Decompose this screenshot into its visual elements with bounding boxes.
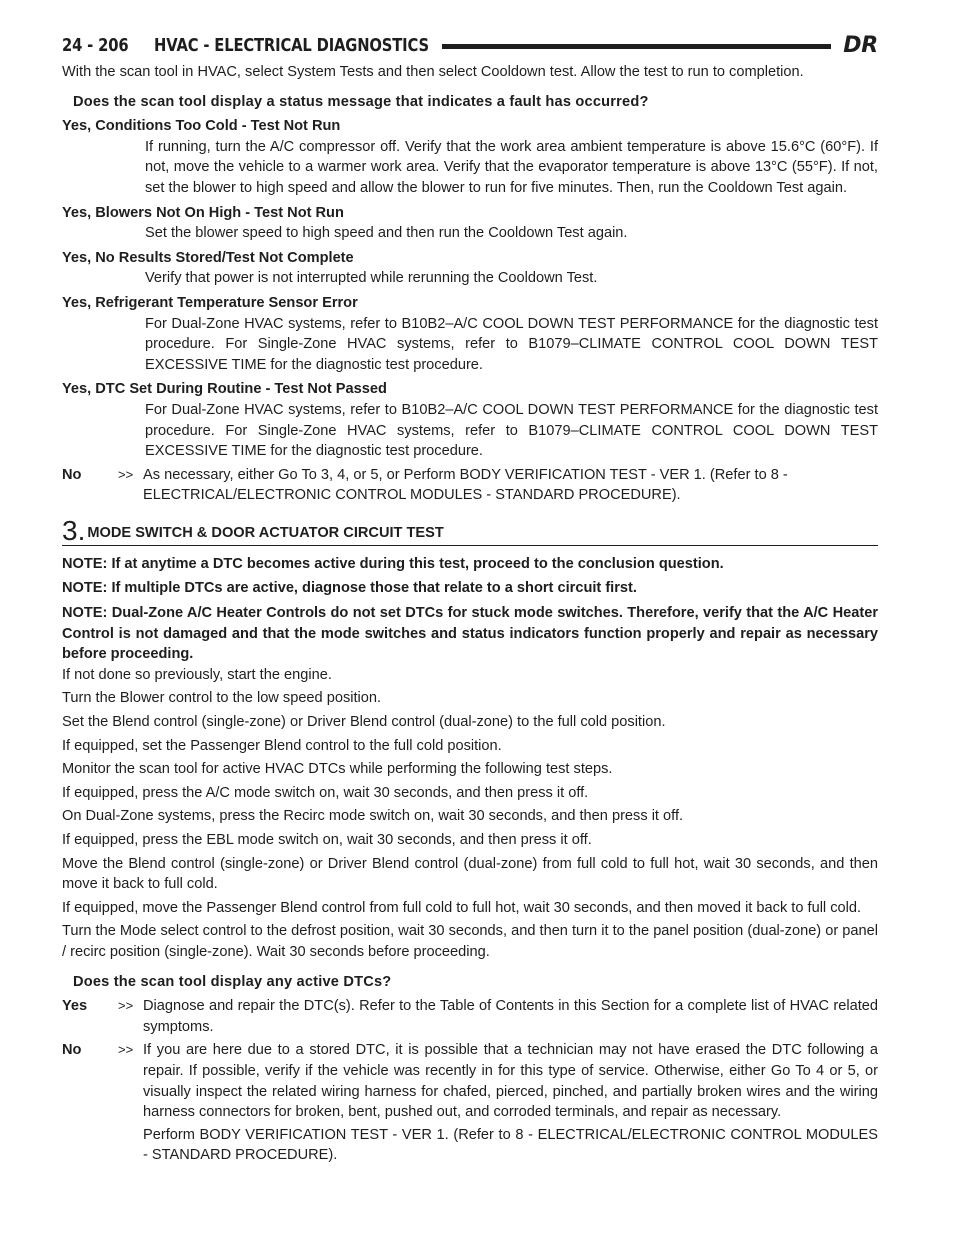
answer-block-1 bbox=[62, 116, 878, 198]
answer-label: Yes, Refrigerant Temperature Sensor Error bbox=[62, 294, 358, 311]
note-3: NOTE: Dual-Zone A/C Heater Controls do not set DTCs for stuck mode switches. Therefore, verify that the A/C Heater Control is not damaged and that the mode switches and status indicators function properly and repair as necessary before proceeding. bbox=[62, 605, 878, 663]
step-title: MODE SWITCH & DOOR ACTUATOR CIRCUIT TEST bbox=[87, 525, 444, 542]
answer-no-2 bbox=[62, 1040, 878, 1166]
answer-label: Yes bbox=[62, 998, 88, 1015]
arrow-glyph: >> bbox=[118, 466, 134, 482]
procedure-step: If equipped, move the Passenger Blend control from full cold to full hot, wait 30 seconds, and then moved it back to full cold. bbox=[62, 899, 862, 916]
answer-label: Yes, No Results Stored/Test Not Complete bbox=[62, 249, 354, 266]
question-fault-status: Does the scan tool display a status message that indicates a fault has occurred? bbox=[73, 93, 649, 110]
answer-text: If you are here due to a stored DTC, it is possible that a technician may not have erased the DTC following a repair. If possible, verify if the vehicle was recently in for this type of service. Otherwise, either Go To 4 or 5, or visually inspect the related wiring harness for chafed, pierced, pinched, and partially broken wires and the wiring harness connectors for broken, bent, pushed out, and corroded terminals, and repair as necessary. bbox=[143, 1042, 878, 1121]
answer-block-4 bbox=[62, 293, 878, 375]
step-number: 3. bbox=[62, 514, 86, 546]
answer-label: Yes, Conditions Too Cold - Test Not Run bbox=[62, 118, 341, 135]
procedure-step: On Dual-Zone systems, press the Recirc mode switch on, wait 30 seconds, and then press it off. bbox=[62, 808, 684, 825]
procedure-step: Turn the Mode select control to the defrost position, wait 30 seconds, and then turn it to the panel position (dual-zone) or panel / recirc position (single-zone). Wait 30 seconds before proceeding. bbox=[62, 923, 878, 960]
procedure-step: Turn the Blower control to the low speed position. bbox=[62, 690, 382, 707]
answer-block-5 bbox=[62, 379, 878, 461]
answer-text: Diagnose and repair the DTC(s). Refer to the Table of Contents in this Section for a complete list of HVAC related symptoms. bbox=[143, 998, 878, 1035]
page-number: 24 - 206 bbox=[62, 34, 129, 56]
procedure-step: If not done so previously, start the engine. bbox=[62, 666, 332, 683]
question-active-dtcs: Does the scan tool display any active DTCs? bbox=[73, 973, 392, 990]
header-rule bbox=[442, 44, 831, 49]
arrow-glyph: >> bbox=[118, 1042, 134, 1058]
arrow-glyph: >> bbox=[118, 998, 134, 1014]
manual-page bbox=[62, 33, 878, 1166]
answer-label: No bbox=[62, 466, 82, 483]
answer-text: As necessary, either Go To 3, 4, or 5, or Perform BODY VERIFICATION TEST - VER 1. (Refer to 8 - ELECTRICAL/ELECTRONIC CONTROL MODULES - STANDARD PROCEDURE). bbox=[143, 466, 788, 504]
procedure-step: Monitor the scan tool for active HVAC DTCs while performing the following test steps. bbox=[62, 761, 613, 778]
procedure-step: Set the Blend control (single-zone) or Driver Blend control (dual-zone) to the full cold position. bbox=[62, 714, 666, 731]
answer-label: Yes, DTC Set During Routine - Test Not Passed bbox=[62, 381, 387, 398]
answer-block-2 bbox=[62, 203, 878, 244]
answer-text: Perform BODY VERIFICATION TEST - VER 1. (Refer to 8 - ELECTRICAL/ELECTRONIC CONTROL MODULES - STANDARD PROCEDURE). bbox=[143, 1126, 878, 1164]
note-2: NOTE: If multiple DTCs are active, diagnose those that relate to a short circuit first. bbox=[62, 580, 637, 597]
step-heading bbox=[62, 514, 878, 546]
answer-text: If running, turn the A/C compressor off. Verify that the work area ambient temperature is above 15.6°C (60°F). If not, move the vehicle to a warmer work area. Verify that the evaporator temperature is above 13°C (55°F). If not, set the blower to high speed and allow the blower to run for five minutes. Then, run the Cooldown Test again. bbox=[145, 138, 878, 196]
procedure-step: Move the Blend control (single-zone) or Driver Blend control (dual-zone) from full cold to full hot, wait 30 seconds, and then move it back to full cold. bbox=[62, 855, 878, 893]
answer-text: For Dual-Zone HVAC systems, refer to B10B2–A/C COOL DOWN TEST PERFORMANCE for the diagnostic test procedure. For Single-Zone HVAC systems, refer to B1079–CLIMATE CONTROL COOL DOWN TEST EXCESSIVE TIME for the diagnostic test procedure. bbox=[145, 401, 878, 460]
answer-no-1 bbox=[62, 465, 878, 506]
answer-label: Yes, Blowers Not On High - Test Not Run bbox=[62, 204, 344, 221]
answer-block-3 bbox=[62, 248, 878, 289]
section-title: HVAC - ELECTRICAL DIAGNOSTICS bbox=[154, 34, 429, 56]
answer-yes-2 bbox=[62, 996, 878, 1037]
procedure-step: If equipped, set the Passenger Blend control to the full cold position. bbox=[62, 737, 502, 754]
answer-text: Set the blower speed to high speed and then run the Cooldown Test again. bbox=[145, 225, 628, 242]
procedure-step: If equipped, press the EBL mode switch on, wait 30 seconds, and then press it off. bbox=[62, 832, 592, 848]
page-header bbox=[62, 33, 878, 59]
note-1: NOTE: If at anytime a DTC becomes active during this test, proceed to the conclusion question. bbox=[62, 555, 724, 572]
model-code: DR bbox=[843, 32, 878, 58]
answer-label: No bbox=[62, 1042, 82, 1059]
answer-text: For Dual-Zone HVAC systems, refer to B10B2–A/C COOL DOWN TEST PERFORMANCE for the diagnostic test procedure. For Single-Zone HVAC systems, refer to B1079–CLIMATE CONTROL COOL DOWN TEST EXCESSIVE TIME for the diagnostic test procedure. bbox=[145, 315, 878, 373]
procedure-step: If equipped, press the A/C mode switch on, wait 30 seconds, and then press it off. bbox=[62, 784, 589, 801]
intro-text: With the scan tool in HVAC, select System Tests and then select Cooldown test. Allow the test to run to completion. bbox=[62, 64, 804, 80]
answer-text: Verify that power is not interrupted while rerunning the Cooldown Test. bbox=[145, 270, 598, 287]
